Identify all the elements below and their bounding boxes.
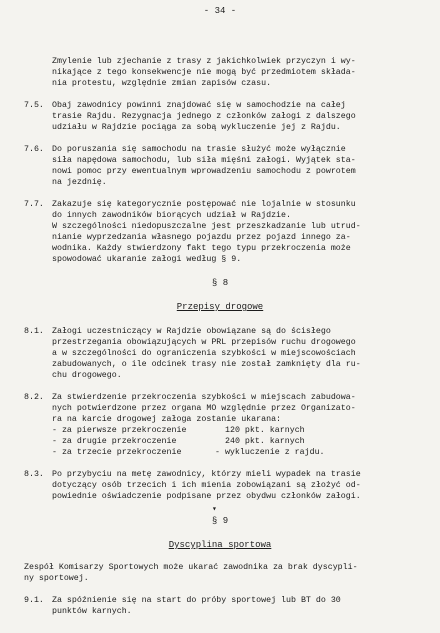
- clause-line: wodnika. Każdy stwierdzony fakt tego typu przekroczenia może: [52, 244, 351, 253]
- clause-line: udziału w Rajdzie pociąga za sobą wykluczenie jej z Rajdu.: [52, 123, 341, 132]
- intro-line: nikające z tego konsekwencje nie mogą być przedmiotem składa-: [52, 68, 356, 77]
- penalty-value: - wykluczenie z rajdu.: [215, 448, 325, 457]
- clause-number: 7.5.: [24, 101, 44, 110]
- clause-line: siła napędowa samochodu, lub siła mięśni załogi. Wyjątek sta-: [52, 156, 356, 165]
- penalty-label: - za trzecie przekroczenie: [52, 448, 182, 457]
- clause-number: 7.6.: [24, 145, 44, 154]
- clause-number: 7.7.: [24, 200, 44, 209]
- stray-mark: ▾: [212, 505, 217, 514]
- section-heading: [0, 540, 440, 550]
- section-intro-line: ny sportowej.: [24, 574, 89, 583]
- clause-line: Po przybyciu na metę zawodnicy, którzy mieli wypadek na trasie: [52, 470, 361, 479]
- section-number: § 8: [211, 278, 229, 288]
- clause-line: chu drogowego.: [52, 371, 122, 380]
- page-number: - 34 -: [203, 6, 237, 16]
- clause-line: trasie Rajdu. Rezygnacja jednego z członków załogi z dalszego: [52, 112, 356, 121]
- section-intro-line: Zespół Komisarzy Sportowych może ukarać zawodnika za brak dyscypli-: [24, 563, 358, 572]
- section-heading-text: Dyscyplina sportowa: [168, 540, 272, 550]
- section-heading-text: Przepisy drogowe: [176, 302, 264, 312]
- section-number: § 9: [211, 516, 229, 526]
- clause-line: dotyczący osób trzecich i ich mienia zobowiązani są złożyć od-: [52, 481, 361, 490]
- clause-line: ra na karcie drogowej załoga zostanie ukarana:: [52, 415, 282, 424]
- clause-line: powiednie oświadczenie podpisane przez obydwu członków załogi.: [52, 492, 361, 501]
- clause-line: nianie wyprzedzania własnego pojazdu przez pojazd innego za-: [52, 233, 351, 242]
- penalty-label: - za drugie przekroczenie: [52, 437, 177, 446]
- penalty-value: 240 pkt. karnych: [225, 437, 305, 446]
- clause-line: Za spóźnienie się na start do próby sportowej lub BT do 30: [52, 596, 341, 605]
- intro-line: Zmylenie lub zjechanie z trasy z jakichkolwiek przyczyn i wy-: [52, 57, 356, 66]
- section-heading: [0, 302, 440, 312]
- clause-line: Zakazuje się kategorycznie postępować nie lojalnie w stosunku: [52, 200, 356, 209]
- clause-line: punktów karnych.: [52, 607, 132, 616]
- clause-line: Obaj zawodnicy powinni znajdować się w samochodzie na całej: [52, 101, 346, 110]
- clause-line: przestrzegania obowiązujących w PRL przepisów ruchu drogowego: [52, 338, 356, 347]
- intro-line: nia protestu, względnie zmian zapisów czasu.: [52, 79, 272, 88]
- clause-line: zabudowanych, o ile odcinek trasy nie został zamknięty dla ru-: [52, 360, 361, 369]
- clause-number: 9.1.: [24, 596, 44, 605]
- clause-line: Do poruszania się samochodu na trasie służyć może wyłącznie: [52, 145, 346, 154]
- clause-line: a w szczególności do ograniczenia szybkości w miejscowościach: [52, 349, 356, 358]
- clause-line: W szczególności niedopuszczalne jest przeszkadzanie lub utrud-: [52, 222, 361, 231]
- penalty-label: - za pierwsze przekroczenie: [52, 426, 187, 435]
- clause-line: Za stwierdzenie przekroczenia szybkości w miejscach zabudowa-: [52, 393, 356, 402]
- clause-number: 8.1.: [24, 327, 44, 336]
- clause-line: nowi pomoc przy ewentualnym wprowadzeniu samochodu z powrotem: [52, 167, 356, 176]
- clause-number: 8.3.: [24, 470, 44, 479]
- clause-line: na jezdnię.: [52, 178, 107, 187]
- clause-line: Załogi uczestniczący w Rajdzie obowiązane są do ścisłego: [52, 327, 331, 336]
- penalty-value: 120 pkt. karnych: [225, 426, 305, 435]
- clause-number: 8.2.: [24, 393, 44, 402]
- clause-line: nych potwierdzone przez organa MO względnie przez Organizato-: [52, 404, 356, 413]
- clause-line: do innych zawodników biorących udział w Rajdzie.: [52, 211, 291, 220]
- clause-line: spowodować ukaranie załogi według § 9.: [52, 255, 242, 264]
